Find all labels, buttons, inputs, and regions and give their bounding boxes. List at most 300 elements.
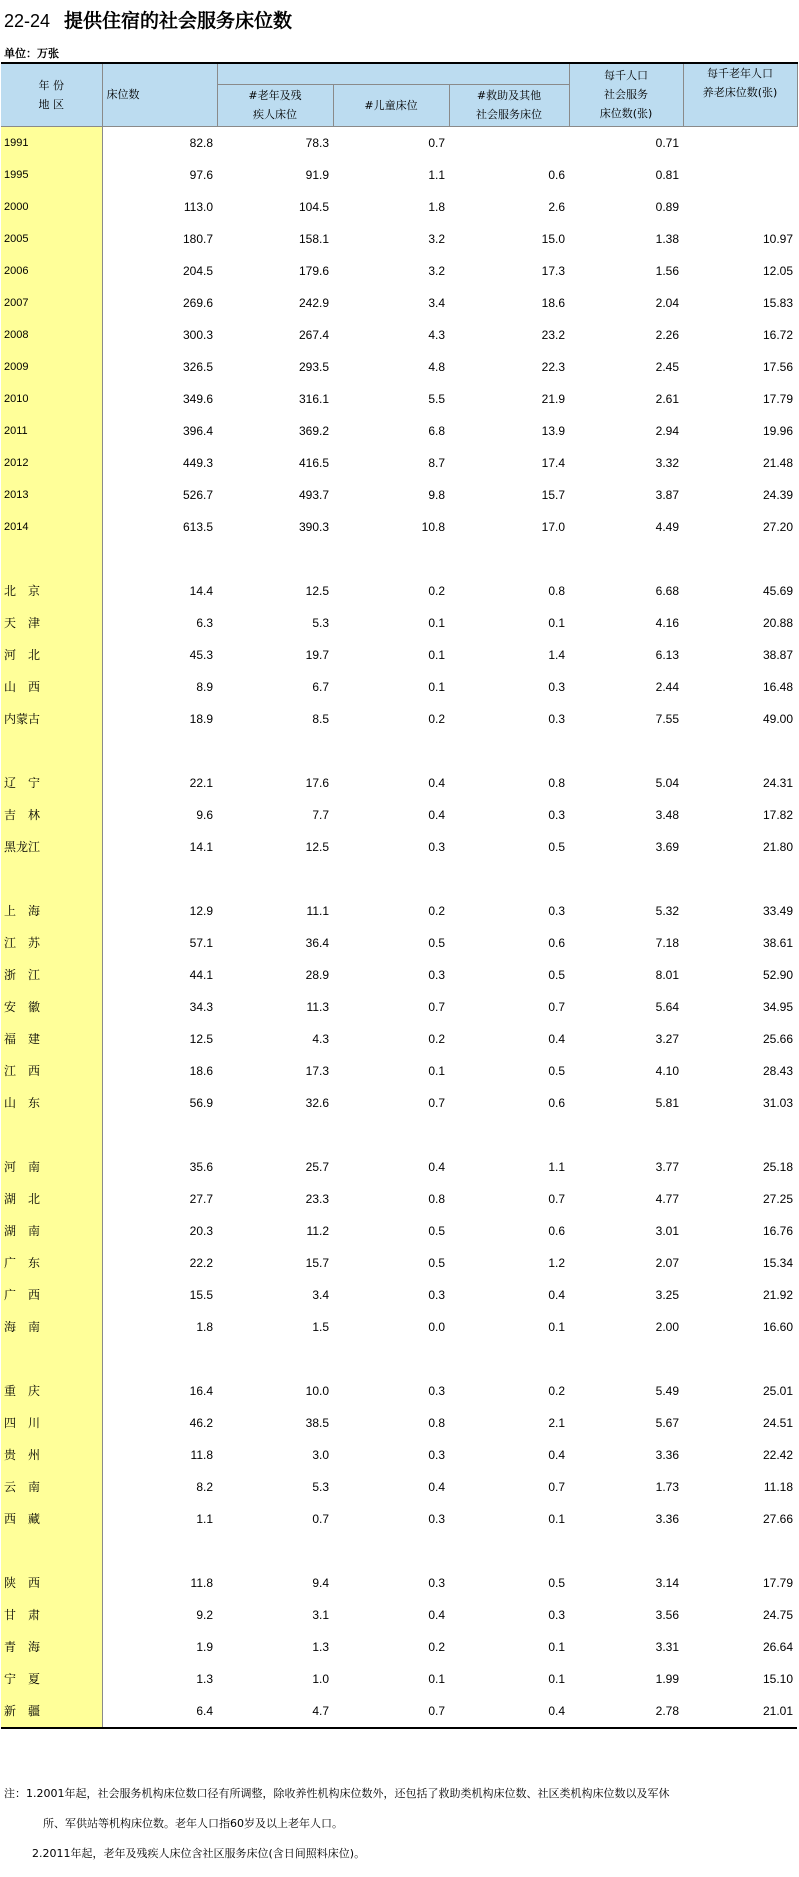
cell-elderly: 316.1 <box>298 391 329 406</box>
cell-other: 0.1 <box>548 1671 566 1686</box>
cell-children: 0.3 <box>428 1287 445 1302</box>
spacer-cell <box>217 1343 333 1375</box>
cell-beds: 1.3 <box>196 1671 213 1686</box>
cell-per: 2.94 <box>655 423 680 438</box>
cell-region: 新 疆 <box>1 1695 102 1728</box>
header-other: #救助及其他 社会服务床位 <box>449 84 569 126</box>
header-beds: 床位数 <box>102 63 217 126</box>
cell-elderly: 12.5 <box>305 583 329 598</box>
spacer-cell <box>449 735 569 767</box>
cell-beds: 16.4 <box>189 1383 213 1398</box>
cell-eper: 24.39 <box>762 487 794 502</box>
cell-region: 2007 <box>1 287 102 319</box>
cell-other: 13.9 <box>541 423 566 438</box>
cell-beds: 27.7 <box>189 1191 213 1206</box>
spacer-cell <box>569 735 683 767</box>
cell-beds: 6.4 <box>102 1695 217 1728</box>
cell-elderly: 242.9 <box>298 295 329 310</box>
spacer-cell <box>102 1343 217 1375</box>
cell-children: 0.2 <box>428 903 445 918</box>
footnote-line-1: 注：1.2001年起，社会服务机构床位数口径有所调整，除收养性机构床位数外，还包括了救助类机构床位数、社区类机构床位数以及军休 <box>4 1787 670 1800</box>
cell-region: 2006 <box>1 255 102 287</box>
spacer-cell <box>449 543 569 575</box>
cell-per: 4.49 <box>655 519 680 534</box>
cell-children: 4.3 <box>428 327 445 342</box>
cell-beds: 349.6 <box>182 391 213 406</box>
cell-children: 8.7 <box>428 455 445 470</box>
spacer-cell <box>1 735 102 767</box>
cell-region: 2010 <box>1 383 102 415</box>
cell-children: 0.1 <box>428 615 445 630</box>
cell-beds: 34.3 <box>189 999 213 1014</box>
spacer-cell <box>217 1119 333 1151</box>
cell-children: 0.5 <box>428 1255 445 1270</box>
table-row <box>1 639 797 671</box>
cell-region: 1995 <box>1 159 102 191</box>
cell-region: 2000 <box>1 191 102 223</box>
cell-beds: 14.4 <box>189 583 213 598</box>
table-row <box>1 383 797 415</box>
table-row <box>1 959 797 991</box>
cell-per: 2.44 <box>655 679 680 694</box>
cell-per: 5.49 <box>655 1383 680 1398</box>
spacer-row <box>1 863 797 895</box>
table-row <box>1 1631 797 1663</box>
cell-beds: 9.2 <box>196 1607 213 1622</box>
cell-region: 陕 西 <box>1 1567 102 1599</box>
cell-elderly: 11.3 <box>306 999 329 1014</box>
cell-eper: 25.18 <box>762 1159 794 1174</box>
cell-beds: 12.9 <box>189 903 213 918</box>
cell-beds: 57.1 <box>189 935 213 950</box>
cell-beds: 1.9 <box>196 1639 213 1654</box>
cell-region: 福 建 <box>1 1023 102 1055</box>
cell-elderly: 32.6 <box>305 1095 329 1110</box>
cell-other: 0.7 <box>548 1191 566 1206</box>
cell-children: 0.1 <box>428 1063 445 1078</box>
header-region: 年 份 地 区 <box>1 63 102 126</box>
table-row <box>1 991 797 1023</box>
cell-other: 0.7 <box>548 999 566 1014</box>
table-row <box>1 1183 797 1215</box>
cell-beds: 1.8 <box>196 1319 213 1334</box>
spacer-cell <box>102 735 217 767</box>
table-row <box>1 159 797 191</box>
cell-beds: 180.7 <box>182 231 213 246</box>
table-row <box>1 415 797 447</box>
cell-region: 重 庆 <box>1 1375 102 1407</box>
cell-elderly: 91.9 <box>305 167 329 182</box>
cell-per: 2.61 <box>655 391 680 406</box>
table-row <box>1 1567 797 1599</box>
spacer-cell <box>102 863 217 895</box>
cell-elderly: 28.9 <box>305 967 329 982</box>
cell-elderly: 5.3 <box>312 615 329 630</box>
cell-children: 0.7 <box>333 1695 449 1728</box>
cell-elderly: 267.4 <box>298 327 329 342</box>
cell-other: 17.3 <box>541 263 566 278</box>
cell-elderly: 3.4 <box>312 1287 329 1302</box>
cell-region: 青 海 <box>1 1631 102 1663</box>
cell-other: 2.6 <box>548 199 566 214</box>
table-row <box>1 1055 797 1087</box>
cell-beds: 12.5 <box>189 1031 213 1046</box>
spacer-cell <box>1 863 102 895</box>
cell-beds: 46.2 <box>189 1415 213 1430</box>
cell-beds: 449.3 <box>182 455 213 470</box>
cell-other: 0.6 <box>548 1223 566 1238</box>
cell-eper: 27.25 <box>762 1191 794 1206</box>
cell-other: 0.3 <box>548 807 566 822</box>
cell-children: 0.3 <box>428 1383 445 1398</box>
cell-children: 0.8 <box>428 1191 445 1206</box>
cell-beds: 9.6 <box>196 807 213 822</box>
cell-per: 3.31 <box>655 1639 680 1654</box>
cell-eper: 24.31 <box>762 775 794 790</box>
cell-other: 0.7 <box>548 1479 566 1494</box>
spacer-cell <box>333 1535 449 1567</box>
cell-other: 0.3 <box>548 903 566 918</box>
cell-per: 1.99 <box>655 1671 680 1686</box>
cell-region: 山 西 <box>1 671 102 703</box>
spacer-cell <box>333 1119 449 1151</box>
table-row <box>1 479 797 511</box>
cell-children: 0.2 <box>428 711 445 726</box>
cell-region: 广 东 <box>1 1247 102 1279</box>
cell-beds: 22.2 <box>189 1255 213 1270</box>
spacer-cell <box>449 1343 569 1375</box>
cell-beds: 113.0 <box>183 199 213 214</box>
cell-elderly: 15.7 <box>305 1255 329 1270</box>
cell-eper: 19.96 <box>762 423 794 438</box>
cell-beds: 8.2 <box>196 1479 213 1494</box>
spacer-cell <box>217 1535 333 1567</box>
cell-elderly: 179.6 <box>298 263 329 278</box>
cell-other: 0.3 <box>548 1607 566 1622</box>
cell-other: 0.3 <box>548 711 566 726</box>
cell-children: 3.2 <box>428 231 445 246</box>
table-row <box>1 607 797 639</box>
cell-eper: 24.51 <box>762 1415 794 1430</box>
cell-elderly: 7.7 <box>312 807 329 822</box>
cell-elderly: 10.0 <box>305 1383 329 1398</box>
cell-beds: 82.8 <box>189 135 213 150</box>
cell-children: 1.8 <box>428 199 445 214</box>
cell-region: 天 津 <box>1 607 102 639</box>
cell-region: 西 藏 <box>1 1503 102 1535</box>
cell-eper: 49.00 <box>762 711 794 726</box>
cell-children: 0.3 <box>428 839 445 854</box>
cell-region: 安 徽 <box>1 991 102 1023</box>
cell-elderly: 390.3 <box>298 519 329 534</box>
cell-region: 贵 州 <box>1 1439 102 1471</box>
cell-eper: 52.90 <box>762 967 794 982</box>
cell-eper: 16.60 <box>762 1319 794 1334</box>
spacer-cell <box>449 1535 569 1567</box>
cell-per: 0.89 <box>655 199 680 214</box>
cell-region: 海 南 <box>1 1311 102 1343</box>
cell-eper: 27.20 <box>762 519 794 534</box>
cell-other: 0.8 <box>548 775 566 790</box>
cell-children: 0.4 <box>428 1607 445 1622</box>
cell-region: 河 南 <box>1 1151 102 1183</box>
table-title: 提供住宿的社会服务床位数 <box>64 10 293 32</box>
cell-eper: 17.79 <box>762 1575 794 1590</box>
cell-beds: 526.7 <box>182 487 213 502</box>
cell-children: 0.3 <box>428 1575 445 1590</box>
cell-other: 0.1 <box>548 1639 566 1654</box>
table-row <box>1 191 797 223</box>
table-row <box>1 447 797 479</box>
cell-other: 0.4 <box>548 1287 566 1302</box>
table-body <box>1 126 797 1728</box>
cell-eper: 25.01 <box>762 1383 794 1398</box>
cell-per: 5.32 <box>655 903 680 918</box>
cell-children: 0.1 <box>428 679 445 694</box>
spacer-cell <box>683 1535 797 1567</box>
spacer-cell <box>102 543 217 575</box>
cell-region: 上 海 <box>1 895 102 927</box>
cell-per: 1.73 <box>655 1479 680 1494</box>
cell-per: 5.64 <box>655 999 680 1014</box>
cell-per: 1.38 <box>655 231 680 246</box>
header-per-thousand: 每千人口 社会服务 床位数(张) <box>569 63 683 126</box>
cell-region: 四 川 <box>1 1407 102 1439</box>
cell-other: 17.4 <box>541 455 566 470</box>
cell-per: 2.78 <box>569 1695 683 1728</box>
cell-other: 2.1 <box>548 1415 566 1430</box>
cell-eper: 22.42 <box>762 1447 794 1462</box>
cell-beds: 22.1 <box>189 775 213 790</box>
cell-region: 江 苏 <box>1 927 102 959</box>
cell-region: 河 北 <box>1 639 102 671</box>
spacer-cell <box>683 1119 797 1151</box>
spacer-row <box>1 543 797 575</box>
cell-beds: 1.1 <box>196 1511 213 1526</box>
cell-elderly: 369.2 <box>298 423 329 438</box>
header-children: #儿童床位 <box>333 84 449 126</box>
cell-other: 0.3 <box>548 679 566 694</box>
table-row <box>1 927 797 959</box>
cell-children: 0.2 <box>428 1031 445 1046</box>
cell-children: 0.4 <box>428 1479 445 1494</box>
cell-beds: 56.9 <box>189 1095 213 1110</box>
cell-other: 0.6 <box>548 1095 566 1110</box>
cell-region: 2014 <box>1 511 102 543</box>
cell-elderly: 11.1 <box>306 903 329 918</box>
cell-children: 3.4 <box>428 295 445 310</box>
cell-other: 18.6 <box>541 295 566 310</box>
cell-elderly: 416.5 <box>298 455 329 470</box>
table-row <box>1 287 797 319</box>
cell-per: 0.71 <box>655 135 680 150</box>
table-row <box>1 1439 797 1471</box>
cell-eper: 21.01 <box>683 1695 797 1728</box>
spacer-cell <box>333 543 449 575</box>
cell-elderly: 11.2 <box>306 1223 329 1238</box>
cell-other: 0.6 <box>548 167 566 182</box>
cell-beds: 6.3 <box>196 615 213 630</box>
table-row <box>1 1599 797 1631</box>
cell-elderly: 1.5 <box>312 1319 329 1334</box>
spacer-row <box>1 1343 797 1375</box>
cell-per: 3.25 <box>655 1287 680 1302</box>
cell-beds: 44.1 <box>189 967 213 982</box>
cell-region: 2013 <box>1 479 102 511</box>
table-row <box>1 1471 797 1503</box>
cell-eper: 21.92 <box>762 1287 794 1302</box>
cell-eper <box>683 159 797 191</box>
cell-other: 0.5 <box>548 839 566 854</box>
cell-children: 9.8 <box>428 487 445 502</box>
cell-elderly: 0.7 <box>312 1511 329 1526</box>
spacer-cell <box>1 1535 102 1567</box>
cell-eper: 12.05 <box>762 263 794 278</box>
cell-per: 6.13 <box>655 647 680 662</box>
table-row <box>1 575 797 607</box>
cell-elderly: 158.1 <box>298 231 329 246</box>
cell-beds: 35.6 <box>189 1159 213 1174</box>
spacer-cell <box>569 863 683 895</box>
cell-region: 江 西 <box>1 1055 102 1087</box>
cell-per: 5.81 <box>655 1095 680 1110</box>
table-row <box>1 1023 797 1055</box>
cell-children: 0.8 <box>428 1415 445 1430</box>
cell-elderly: 17.3 <box>305 1063 329 1078</box>
cell-per: 2.07 <box>655 1255 680 1270</box>
cell-children: 0.2 <box>428 583 445 598</box>
cell-other: 0.1 <box>548 1319 566 1334</box>
cell-elderly: 493.7 <box>298 487 329 502</box>
cell-eper: 17.56 <box>762 359 794 374</box>
cell-region: 辽 宁 <box>1 767 102 799</box>
cell-children: 0.1 <box>428 647 445 662</box>
cell-other: 21.9 <box>541 391 566 406</box>
cell-per: 2.00 <box>655 1319 680 1334</box>
cell-per: 1.56 <box>655 263 680 278</box>
cell-elderly: 25.7 <box>305 1159 329 1174</box>
page-title <box>4 6 292 33</box>
table-row <box>1 799 797 831</box>
cell-children: 0.3 <box>428 967 445 982</box>
cell-beds: 14.1 <box>189 839 213 854</box>
cell-region: 2008 <box>1 319 102 351</box>
spacer-cell <box>569 543 683 575</box>
cell-eper: 24.75 <box>762 1607 794 1622</box>
cell-other: 17.0 <box>541 519 566 534</box>
cell-other: 0.1 <box>548 1511 566 1526</box>
table-row <box>1 895 797 927</box>
cell-elderly: 5.3 <box>312 1479 329 1494</box>
table-row <box>1 1407 797 1439</box>
cell-region: 2012 <box>1 447 102 479</box>
cell-children: 0.4 <box>428 775 445 790</box>
spacer-cell <box>683 735 797 767</box>
cell-region: 湖 南 <box>1 1215 102 1247</box>
cell-region: 甘 肃 <box>1 1599 102 1631</box>
cell-elderly: 12.5 <box>305 839 329 854</box>
spacer-cell <box>569 1119 683 1151</box>
cell-elderly: 104.5 <box>298 199 329 214</box>
cell-elderly: 17.6 <box>305 775 329 790</box>
spacer-cell <box>1 1119 102 1151</box>
cell-elderly: 38.5 <box>305 1415 329 1430</box>
table-row <box>1 1247 797 1279</box>
cell-children: 0.4 <box>428 1159 445 1174</box>
table-row <box>1 703 797 735</box>
cell-eper: 38.87 <box>762 647 794 662</box>
cell-children: 3.2 <box>428 263 445 278</box>
cell-other: 1.2 <box>548 1255 566 1270</box>
cell-elderly: 293.5 <box>298 359 329 374</box>
cell-per: 7.18 <box>655 935 680 950</box>
cell-other: 0.4 <box>449 1695 569 1728</box>
cell-per: 3.14 <box>655 1575 680 1590</box>
spacer-row <box>1 735 797 767</box>
cell-eper: 15.10 <box>762 1671 794 1686</box>
cell-region: 北 京 <box>1 575 102 607</box>
cell-eper: 15.34 <box>762 1255 794 1270</box>
spacer-cell <box>333 735 449 767</box>
spacer-cell <box>217 543 333 575</box>
cell-eper: 26.64 <box>762 1639 794 1654</box>
spacer-cell <box>449 863 569 895</box>
cell-other: 0.5 <box>548 967 566 982</box>
table-row <box>1 1503 797 1535</box>
cell-per: 2.45 <box>655 359 680 374</box>
cell-region: 2009 <box>1 351 102 383</box>
spacer-cell <box>102 1119 217 1151</box>
cell-beds: 45.3 <box>189 647 213 662</box>
cell-eper: 21.80 <box>762 839 794 854</box>
cell-children: 0.5 <box>428 935 445 950</box>
cell-per: 5.04 <box>655 775 680 790</box>
cell-per: 6.68 <box>655 583 680 598</box>
cell-eper: 16.48 <box>762 679 794 694</box>
cell-children: 0.3 <box>428 1447 445 1462</box>
cell-elderly: 1.0 <box>312 1671 329 1686</box>
cell-elderly: 4.3 <box>312 1031 329 1046</box>
cell-children: 6.8 <box>428 423 445 438</box>
spacer-cell <box>333 1343 449 1375</box>
table-header <box>1 63 797 126</box>
cell-eper: 16.72 <box>762 327 794 342</box>
cell-elderly: 19.7 <box>305 647 329 662</box>
cell-region: 宁 夏 <box>1 1663 102 1695</box>
table-row <box>1 767 797 799</box>
table-row <box>1 1663 797 1695</box>
cell-elderly: 8.5 <box>312 711 329 726</box>
spacer-cell <box>217 863 333 895</box>
cell-beds: 300.3 <box>182 327 213 342</box>
cell-eper: 15.83 <box>762 295 794 310</box>
table-row <box>1 1279 797 1311</box>
cell-eper: 45.69 <box>762 583 794 598</box>
cell-per: 2.04 <box>655 295 680 310</box>
cell-other: 0.4 <box>548 1031 566 1046</box>
cell-eper: 10.97 <box>762 231 794 246</box>
cell-elderly: 36.4 <box>305 935 329 950</box>
cell-beds: 8.9 <box>196 679 213 694</box>
cell-beds: 269.6 <box>182 295 213 310</box>
cell-beds: 326.5 <box>182 359 213 374</box>
cell-per: 3.01 <box>655 1223 680 1238</box>
footnotes <box>4 1779 670 1869</box>
cell-beds: 18.9 <box>189 711 213 726</box>
cell-other: 0.6 <box>548 935 566 950</box>
cell-children: 4.8 <box>428 359 445 374</box>
cell-other: 0.2 <box>548 1383 566 1398</box>
